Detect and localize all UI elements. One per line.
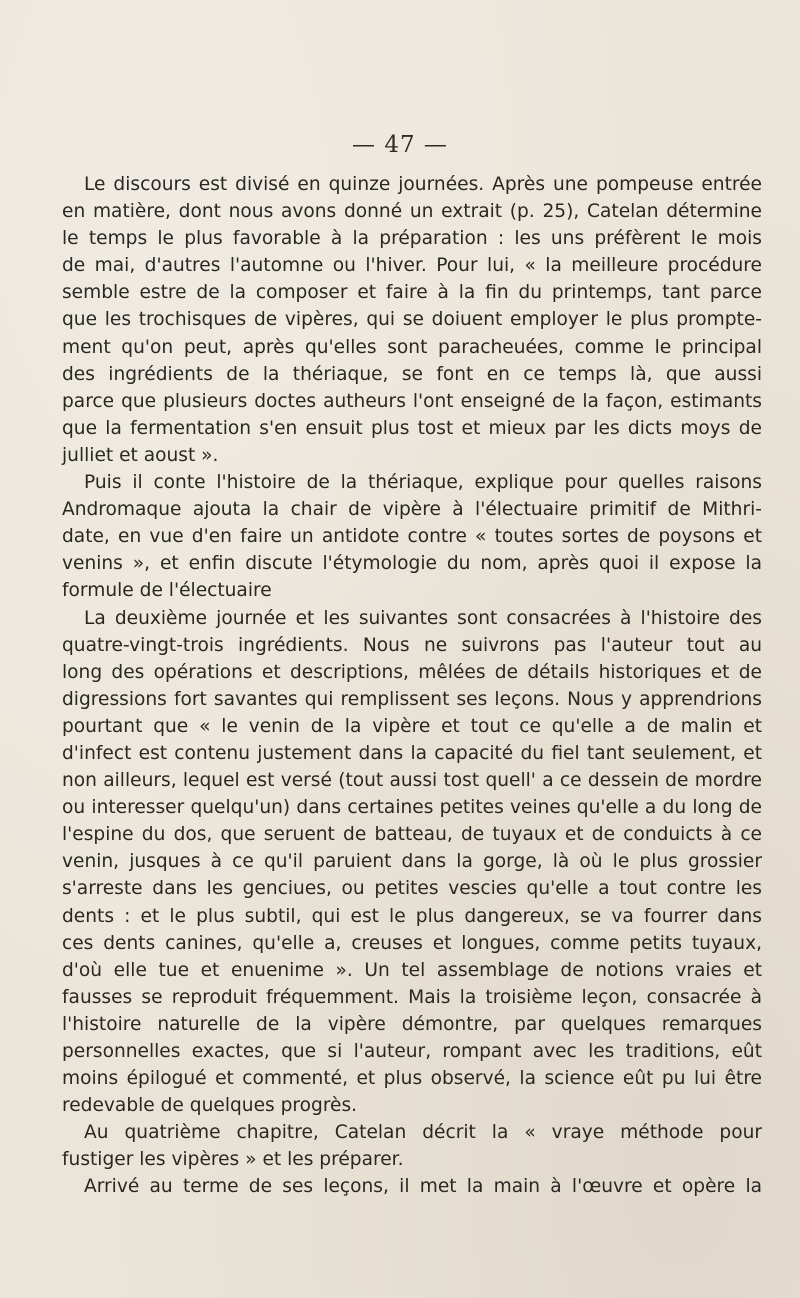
text-line: l'espine du dos, que seruent de batteau, de tuyaux et de conduicts à ce	[62, 824, 762, 846]
text-line: pourtant que « le venin de la vipère et tout ce qu'elle a de malin et	[62, 715, 762, 737]
text-line: d'où elle tue et enuenime ». Un tel assemblage de notions vraies et	[62, 959, 762, 981]
text-line: quatre-vingt-trois ingrédients. Nous ne suivrons pas l'auteur tout au	[62, 634, 762, 656]
text-line: Andromaque ajouta la chair de vipère à l'électuaire primitif de Mithri-	[62, 499, 762, 521]
text-line: digressions fort savantes qui remplissent ses leçons. Nous y apprendrions	[62, 688, 762, 710]
text-line: long des opérations et descriptions, mêlées de détails historiques et de	[62, 661, 762, 683]
text-line: parce que plusieurs doctes autheurs l'ont enseigné de la façon, estimants	[62, 390, 762, 412]
text-line: ces dents canines, qu'elle a, creuses et longues, comme petits tuyaux,	[62, 932, 762, 954]
text-line: La deuxième journée et les suivantes sont consacrées à l'histoire des	[84, 607, 762, 629]
text-line: fausses se reproduit fréquemment. Mais la troisième leçon, consacrée à	[62, 986, 762, 1008]
body-text	[62, 171, 762, 1201]
text-line: non ailleurs, lequel est versé (tout aussi tost quell' a ce dessein de mordre	[62, 770, 762, 792]
text-line: Puis il conte l'histoire de la thériaque, explique pour quelles raisons	[84, 472, 762, 494]
text-line: formule de l'électuaire	[62, 580, 272, 602]
text-line: venin, jusques à ce qu'il paruient dans la gorge, là où le plus grossier	[62, 851, 762, 873]
text-line: Arrivé au terme de ses leçons, il met la main à l'œuvre et opère la	[84, 1176, 762, 1198]
text-line: julliet et aoust ».	[62, 444, 219, 466]
text-line: de mai, d'autres l'automne ou l'hiver. Pour lui, « la meilleure procédure	[62, 255, 762, 277]
text-line: redevable de quelques progrès.	[62, 1095, 358, 1117]
text-line: fustiger les vipères » et les préparer.	[62, 1149, 404, 1171]
text-line: ou interesser quelqu'un) dans certaines petites veines qu'elle a du long de	[62, 797, 762, 819]
text-line: que la fermentation s'en ensuit plus tost et mieux par les dicts moys de	[62, 417, 762, 439]
text-line: venins », et enfin discute l'étymologie du nom, après quoi il expose la	[62, 553, 762, 575]
text-line: date, en vue d'en faire un antidote contre « toutes sortes de poysons et	[62, 526, 762, 548]
text-line: en matière, dont nous avons donné un extrait (p. 25), Catelan détermine	[62, 201, 762, 223]
page-number: — 47 —	[352, 132, 448, 158]
text-line: ment qu'on peut, après qu'elles sont paracheuées, comme le principal	[62, 336, 762, 358]
text-line: semble estre de la composer et faire à la fin du printemps, tant parce	[62, 282, 762, 304]
text-line: le temps le plus favorable à la préparation : les uns préfèrent le mois	[62, 228, 762, 250]
text-line: que les trochisques de vipères, qui se doiuent employer le plus prompte-	[62, 309, 762, 331]
text-line: dents : et le plus subtil, qui est le plus dangereux, se va fourrer dans	[62, 905, 762, 927]
text-line: d'infect est contenu justement dans la capacité du fiel tant seulement, et	[62, 742, 762, 764]
text-line: moins épilogué et commenté, et plus observé, la science eût pu lui être	[62, 1068, 762, 1090]
text-line: personnelles exactes, que si l'auteur, rompant avec les traditions, eût	[62, 1041, 762, 1062]
text-line: des ingrédients de la thériaque, se font en ce temps là, que aussi	[62, 363, 762, 385]
text-line: Le discours est divisé en quinze journées. Après une pompeuse entrée	[84, 174, 762, 195]
text-line: Au quatrième chapitre, Catelan décrit la « vraye méthode pour	[84, 1122, 762, 1144]
text-line: l'histoire naturelle de la vipère démontre, par quelques remarques	[62, 1013, 762, 1035]
text-line: s'arreste dans les genciues, ou petites vescies qu'elle a tout contre les	[62, 878, 762, 900]
